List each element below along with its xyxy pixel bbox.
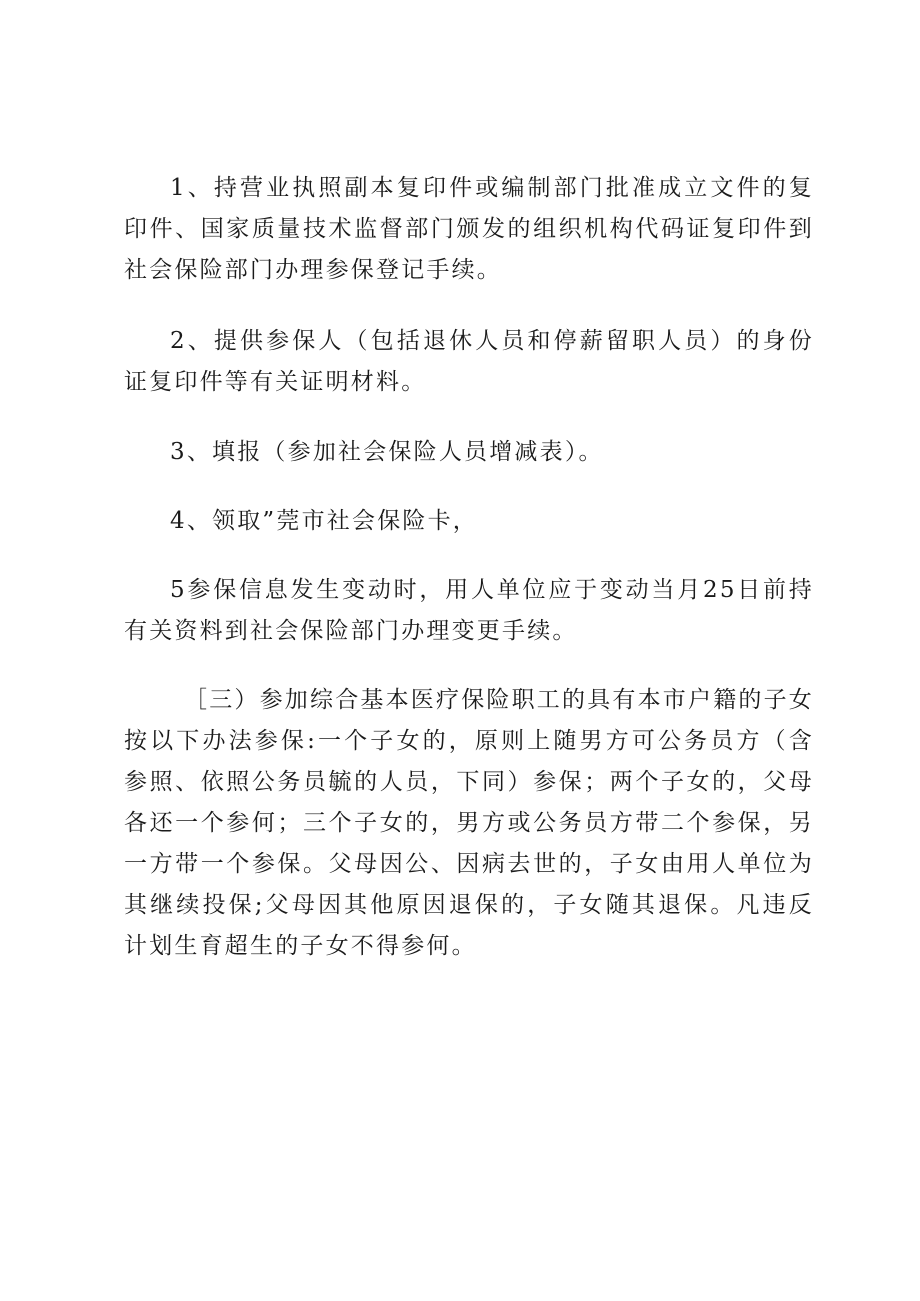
paragraph-registration-documents: 1、持营业执照副本复印件或编制部门批准成立文件的复印件、国家质量技术监督部门颁发的组织机构代码证复印件到社会保险部门办理参保登记手续。	[124, 175, 814, 283]
paragraph-id-materials: 2、提供参保人（包括退休人员和停薪留职人员）的身份证复印件等有关证明材料。	[124, 328, 814, 395]
paragraph-fill-form: 3、填报（参加社会保险人员增减表）。	[170, 439, 604, 465]
paragraph-children-insurance: ［三）参加综合基本医疗保险职工的具有本市户籍的子女按以下办法参保:一个子女的，原则上随男方可公务员方（含参照、依照公务员毓的人员，下同）参保；两个子女的，父母各还一个参何；三个子女的，男方或公务员方带二个参保，另一方带一个参保。父母因公、因病去世的，子女由用人单位为其继续投保;父母因其他原因退保的，子女随其退保。凡违反计划生育超生的子女不得参何。	[124, 687, 814, 959]
paragraph-change-procedure: 5参保信息发生变动时，用人单位应于变动当月25日前持有关资料到社会保险部门办理变更手续。	[124, 577, 814, 644]
paragraph-insurance-card: 4、领取”莞市社会保险卡，	[170, 508, 478, 534]
document-body	[124, 168, 814, 967]
